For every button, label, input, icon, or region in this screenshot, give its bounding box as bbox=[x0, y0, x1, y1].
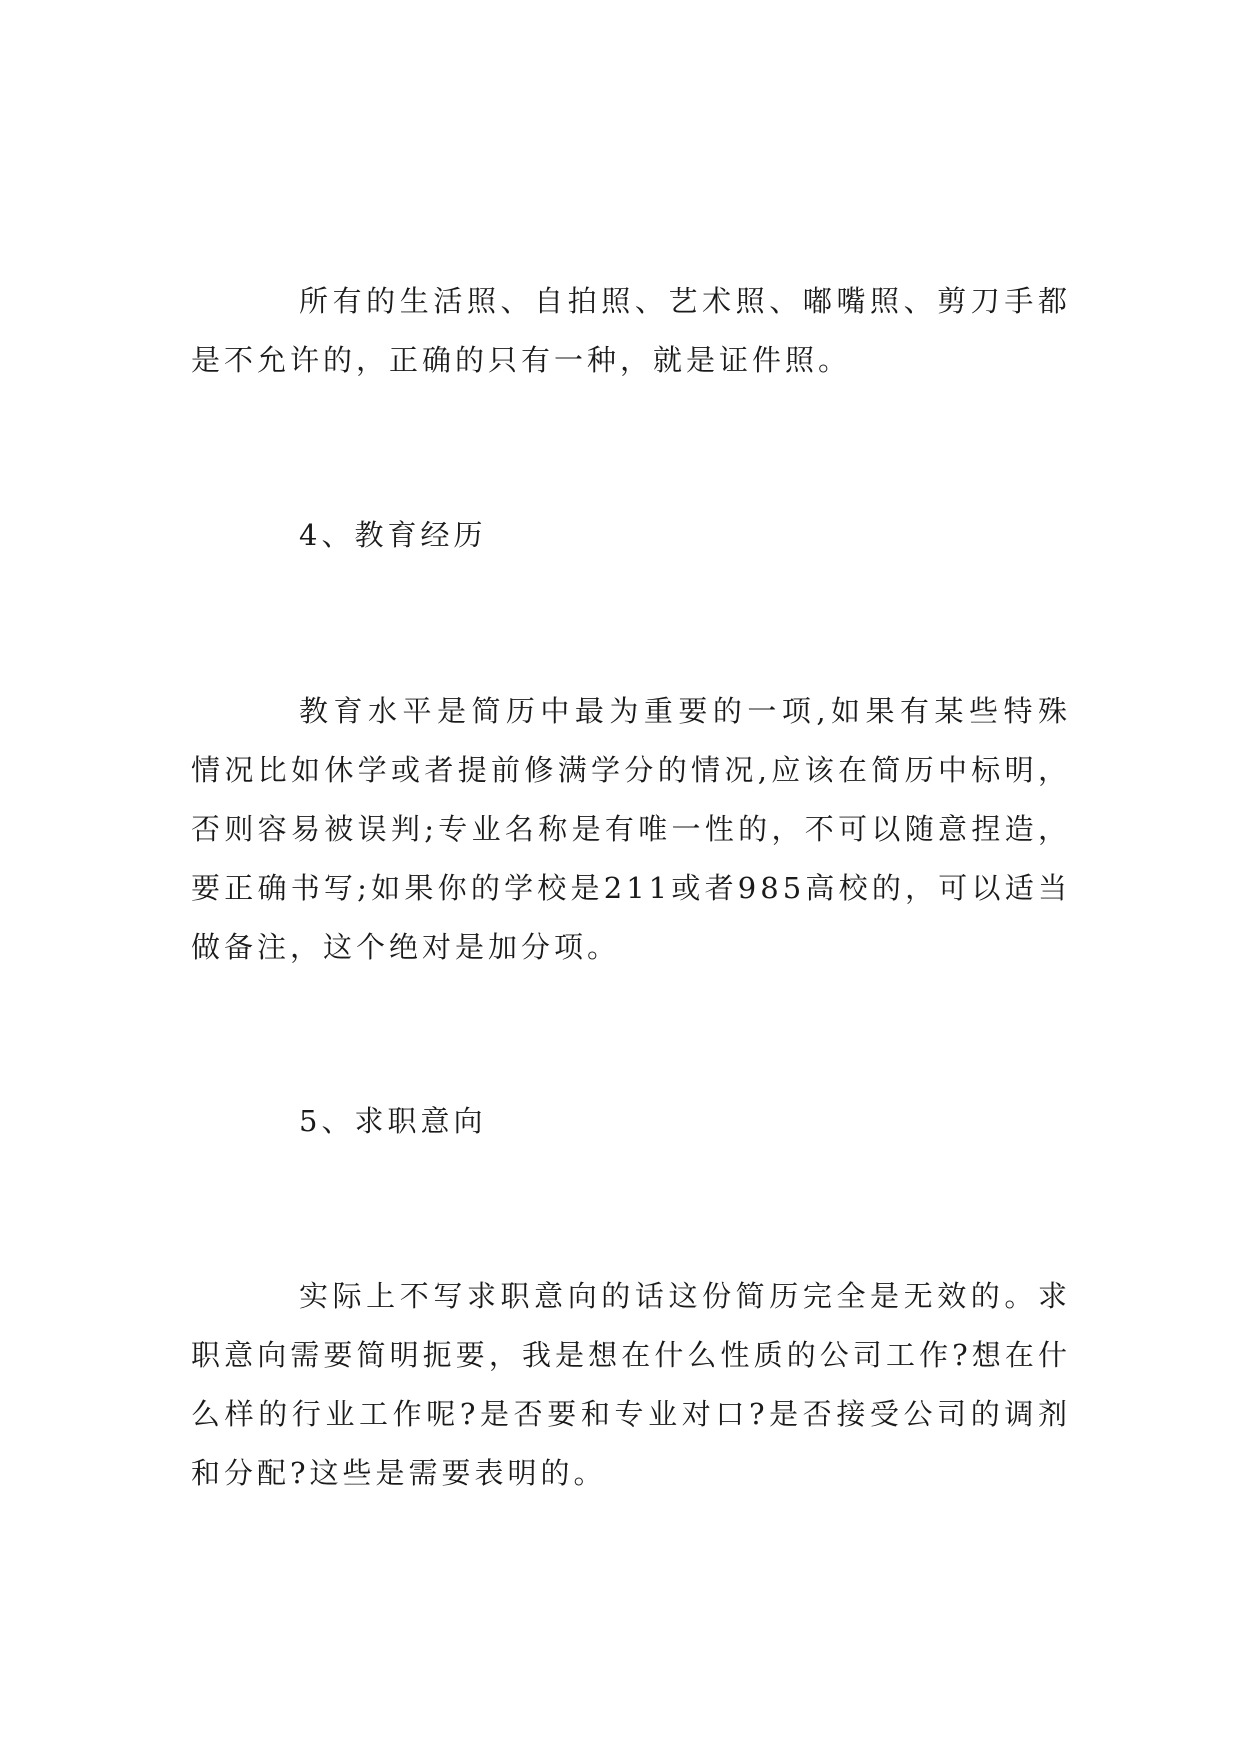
photo-rule-paragraph: 所有的生活照、自拍照、艺术照、嘟嘴照、剪刀手都是不允许的，正确的只有一种，就是证件照。 bbox=[191, 284, 1071, 377]
education-heading: 4、教育经历 bbox=[299, 518, 487, 552]
job-intention-paragraph: 实际上不写求职意向的话这份简历完全是无效的。求职意向需要简明扼要，我是想在什么性质的公司工作?想在什么样的行业工作呢?是否要和专业对口?是否接受公司的调剂和分配?这些是需要表明的。 bbox=[191, 1279, 1071, 1490]
education-paragraph: 教育水平是简历中最为重要的一项,如果有某些特殊情况比如休学或者提前修满学分的情况,应该在简历中标明，否则容易被误判;专业名称是有唯一性的，不可以随意捏造，要正确书写;如果你的学校是211或者985高校的，可以适当做备注，这个绝对是加分项。 bbox=[191, 694, 1071, 964]
job-intention-heading: 5、求职意向 bbox=[299, 1104, 487, 1138]
